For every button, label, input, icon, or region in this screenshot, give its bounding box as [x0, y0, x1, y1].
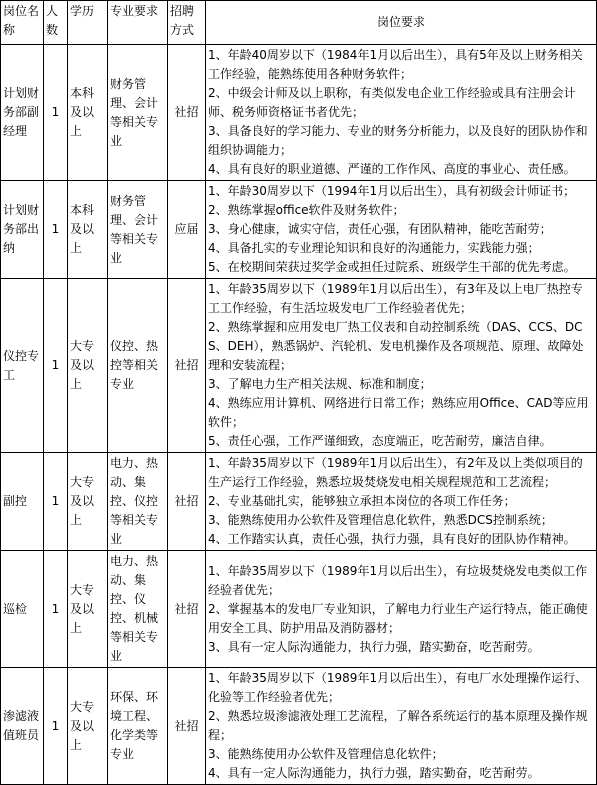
header-position: 岗位名称 [1, 1, 44, 45]
count-cell: 1 [44, 45, 68, 181]
requirement-item: 1、年龄40周岁以下（1984年1月以后出生），具有5年及以上财务相关工作经验，能熟练使用各种财务软件； [208, 48, 583, 81]
count-cell: 1 [44, 181, 68, 279]
count-cell: 1 [44, 279, 68, 453]
table-row [1, 551, 597, 668]
requirement-item: 1、年龄35周岁以下（1989年1月以后出生），有电厂水处理操作运行、化验等工作经验者优先； [208, 671, 588, 704]
recruit-cell: 社招 [168, 279, 206, 453]
requirement-item: 3、能熟练使用办公软件及管理信息化软件； [208, 747, 444, 761]
requirement-item: 4、具有一定人际沟通能力，执行力强，踏实勤奋，吃苦耐劳。 [208, 766, 540, 780]
major-cell: 财务管理、会计等相关专业 [108, 45, 168, 181]
requirement-item: 2、专业基础扎实，能够独立承担本岗位的各项工作任务； [208, 494, 516, 508]
position-cell: 副控 [1, 453, 44, 551]
requirement-item: 3、具有一定人际沟通能力，执行力强，踏实勤奋，吃苦耐劳。 [208, 639, 540, 654]
recruit-cell: 社招 [168, 551, 206, 668]
requirement-item: 1、年龄35周岁以下（1989年1月以后出生），有垃圾焚烧发电类似工作经验者优先； [208, 563, 588, 597]
header-row [1, 1, 597, 45]
requirement-item: 1、年龄35周岁以下（1989年1月以后出生），有2年及以上类似项目的生产运行工作经验，熟悉垃圾焚烧发电相关规程规范和工艺流程； [208, 456, 583, 489]
requirement-item: 2、掌握基本的发电厂专业知识，了解电力行业生产运行特点，能正确使用安全工具、防护用品及消防器材； [208, 601, 588, 635]
requirement-item: 3、具备良好的学习能力、专业的财务分析能力，以及良好的团队协作和组织协调能力； [208, 124, 588, 157]
position-cell: 仪控专工 [1, 279, 44, 453]
recruit-cell: 社招 [168, 453, 206, 551]
header-major: 专业要求 [108, 1, 168, 45]
table-row [1, 45, 597, 181]
header-education: 学历 [68, 1, 108, 45]
requirement-item: 3、身心健康，诚实守信，责任心强，有团队精神，能吃苦耐劳； [208, 222, 552, 236]
requirements-cell [206, 181, 597, 279]
education-cell: 大专及以上 [68, 668, 108, 785]
requirement-item: 4、熟练应用计算机、网络进行日常工作；熟练应用Office、CAD等应用软件； [208, 396, 589, 429]
requirement-item: 5、责任心强，工作严谨细致，态度端正，吃苦耐劳，廉洁自律。 [208, 434, 552, 448]
position-cell: 计划财务部出纳 [1, 181, 44, 279]
header-requirements: 岗位要求 [206, 1, 597, 45]
education-cell: 本科及以上 [68, 45, 108, 181]
major-cell: 环保、环境工程、化学类等专业 [108, 668, 168, 785]
requirement-item: 2、熟练掌握和应用发电厂热工仪表和自动控制系统（DAS、CCS、DCS、DEH），熟悉锅炉、汽轮机、发电机操作及各项规范、原理、故障处理和安装流程； [208, 320, 584, 372]
requirements-cell [206, 453, 597, 551]
position-cell: 计划财务部副经理 [1, 45, 44, 181]
major-cell: 电力、热动、集控、仪控、机械等相关专业 [108, 551, 168, 668]
requirement-item: 3、能熟练使用办公软件及管理信息化软件，熟悉DCS控制系统； [208, 513, 553, 527]
recruit-cell: 社招 [168, 45, 206, 181]
table-row [1, 668, 597, 785]
requirement-item: 4、工作踏实认真，责任心强，执行力强，具有良好的团队协作精神。 [208, 532, 576, 546]
header-count: 人数 [44, 1, 68, 45]
education-cell: 大专及以上 [68, 453, 108, 551]
major-cell: 财务管理、会计等相关专业 [108, 181, 168, 279]
header-recruit: 招聘方式 [168, 1, 206, 45]
requirement-item: 2、熟练掌握office软件及财务软件； [208, 203, 405, 217]
requirement-item: 4、具有良好的职业道德、严谨的工作作风、高度的事业心、责任感。 [208, 162, 576, 176]
table-row [1, 279, 597, 453]
position-cell: 渗滤液值班员 [1, 668, 44, 785]
recruit-cell: 社招 [168, 668, 206, 785]
requirements-cell [206, 279, 597, 453]
requirement-item: 2、中级会计师及以上职称，有类似发电企业工作经验或具有注册会计师、税务师资格证书者优先； [208, 86, 576, 119]
count-cell: 1 [44, 668, 68, 785]
requirement-item: 5、在校期间荣获过奖学金或担任过院系、班级学生干部的优先考虑。 [208, 260, 576, 274]
education-cell: 大专及以上 [68, 279, 108, 453]
requirement-item: 1、年龄35周岁以下（1989年1月以后出生），有3年及以上电厂热控专工工作经验，有生活垃圾发电厂工作经验者优先； [208, 282, 583, 315]
table-row [1, 453, 597, 551]
requirements-cell [206, 551, 597, 668]
recruit-cell: 应届 [168, 181, 206, 279]
table-row [1, 181, 597, 279]
position-cell: 巡检 [1, 551, 44, 668]
requirement-item: 1、年龄30周岁以下（1994年1月以后出生），具有初级会计师证书； [208, 184, 576, 198]
education-cell: 大专及以上 [68, 551, 108, 668]
requirement-item: 2、熟悉垃圾渗滤液处理工艺流程，了解各系统运行的基本原理及操作规程； [208, 709, 588, 742]
count-cell: 1 [44, 453, 68, 551]
requirements-cell [206, 45, 597, 181]
requirements-cell [206, 668, 597, 785]
requirement-item: 4、具备扎实的专业理论知识和良好的沟通能力，实践能力强； [208, 241, 540, 255]
major-cell: 电力、热动、集控、仪控等相关专业 [108, 453, 168, 551]
count-cell: 1 [44, 551, 68, 668]
education-cell: 本科及以上 [68, 181, 108, 279]
requirement-item: 3、了解电力生产相关法规、标准和制度； [208, 377, 432, 391]
major-cell: 仪控、热控等相关专业 [108, 279, 168, 453]
